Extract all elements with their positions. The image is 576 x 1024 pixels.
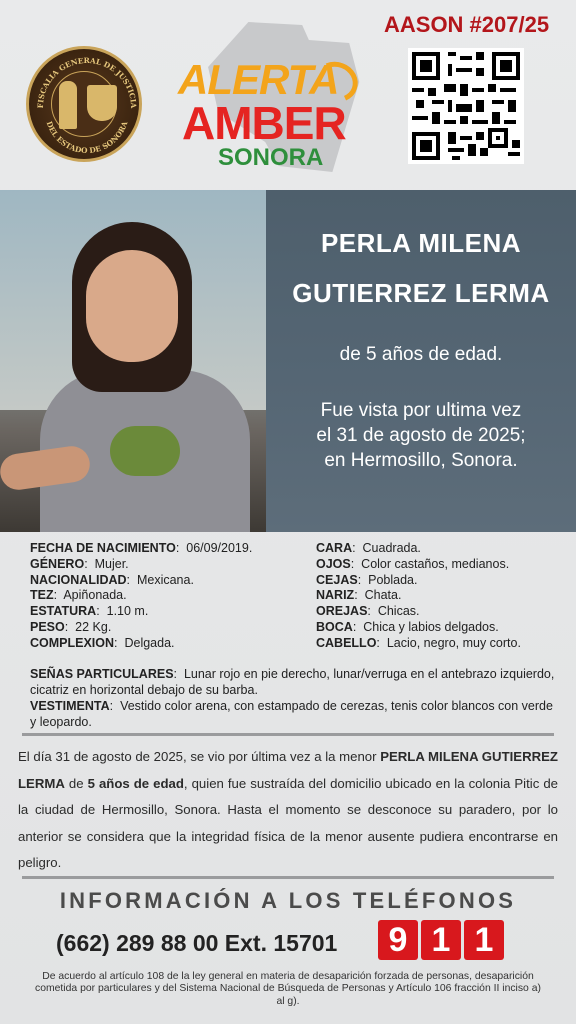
- logo-amber: AMBER: [182, 97, 346, 149]
- qr-code-icon[interactable]: [408, 48, 524, 164]
- last-seen-line3: en Hermosillo, Sonora.: [324, 450, 518, 471]
- digit-1: 1: [421, 920, 461, 960]
- detail-row: BOCA: Chica y labios delgados.: [316, 619, 499, 634]
- digit-9: 9: [378, 920, 418, 960]
- detail-row: OJOS: Color castaños, medianos.: [316, 556, 510, 571]
- detail-row: CABELLO: Lacio, negro, muy corto.: [316, 635, 521, 650]
- detail-row: FECHA DE NACIMIENTO: 06/09/2019.: [30, 541, 253, 555]
- last-seen-text: [266, 398, 576, 473]
- narrative-paragraph: El día 31 de agosto de 2025, se vio por última vez a la menor PERLA MILENA GUTIERREZ LERMA de 5 años de edad, quien fue sustraída del domicilio ubicado en la colonia Pitic de la ciudad de Hermosillo, Sonora. Hasta el momento se desconoce su paradero, por lo anterior se considera que la integridad física de la menor ausente pudiera encontrarse en peligro.: [18, 749, 558, 871]
- digit-1: 1: [464, 920, 504, 960]
- contact-title: INFORMACIÓN A LOS TELÉFONOS: [59, 888, 517, 913]
- detail-row: NARIZ: Chata.: [316, 588, 402, 603]
- legal-footnote: De acuerdo al artículo 108 de la ley general en materia de desaparición forzada de personas, desaparición cometida por particulares y del Sistema Nacional de Búsqueda de Personas y Artículo 106 fracción II inciso a) al g).: [35, 971, 541, 1007]
- aason-number: AASON #207/25: [384, 12, 550, 37]
- detail-row: CEJAS: Poblada.: [316, 572, 418, 587]
- last-seen-line2: el 31 de agosto de 2025;: [316, 425, 526, 446]
- vestimenta: VESTIMENTA: Vestido color arena, con estampado de cerezas, tenis color blancos con verde y leopardo.: [30, 699, 553, 729]
- details-left: [30, 541, 300, 652]
- person-name-line2: GUTIERREZ LERMA: [292, 278, 550, 308]
- person-name-line1: PERLA MILENA: [320, 228, 522, 258]
- header: [0, 0, 576, 190]
- detail-row: CARA: Cuadrada.: [316, 541, 421, 555]
- alerta-amber-logo: [178, 22, 368, 172]
- fiscalia-seal-logo: [26, 46, 142, 162]
- shield-icon: [87, 85, 117, 121]
- detail-row: GÉNERO: Mujer.: [30, 556, 129, 571]
- phone-number[interactable]: (662) 289 88 00 Ext. 15701: [56, 930, 338, 956]
- divider: [22, 876, 554, 879]
- name-panel: [266, 190, 576, 532]
- justice-figure-icon: [59, 81, 77, 129]
- distinguishing-marks: [30, 666, 560, 730]
- details-right: [316, 541, 556, 652]
- last-seen-line1: Fue vista por ultima vez: [320, 400, 522, 421]
- logo-sonora: SONORA: [218, 144, 324, 171]
- detail-row: PESO: 22 Kg.: [30, 619, 112, 634]
- seal-text-top: FISCALIA GENERAL DE JUSTICIA: [35, 55, 139, 109]
- emergency-911-badge[interactable]: [378, 920, 504, 960]
- senas-particulares: SEÑAS PARTICULARES: Lunar rojo en pie derecho, lunar/verruga en el antebrazo izquierdo, cicatriz en horizontal debajo de su barba.: [30, 667, 555, 697]
- missing-person-photo: [0, 190, 266, 532]
- person-age: de 5 años de edad.: [339, 344, 503, 365]
- logo-alerta: ALERTA: [178, 56, 339, 103]
- detail-row: OREJAS: Chicas.: [316, 604, 420, 619]
- detail-row: ESTATURA: 1.10 m.: [30, 604, 149, 619]
- detail-row: NACIONALIDAD: Mexicana.: [30, 572, 194, 587]
- detail-row: COMPLEXION: Delgada.: [30, 635, 175, 650]
- seal-text-bottom: DEL ESTADO DE SONORA: [44, 120, 130, 156]
- detail-row: TEZ: Apiñonada.: [30, 588, 127, 603]
- divider: [22, 733, 554, 736]
